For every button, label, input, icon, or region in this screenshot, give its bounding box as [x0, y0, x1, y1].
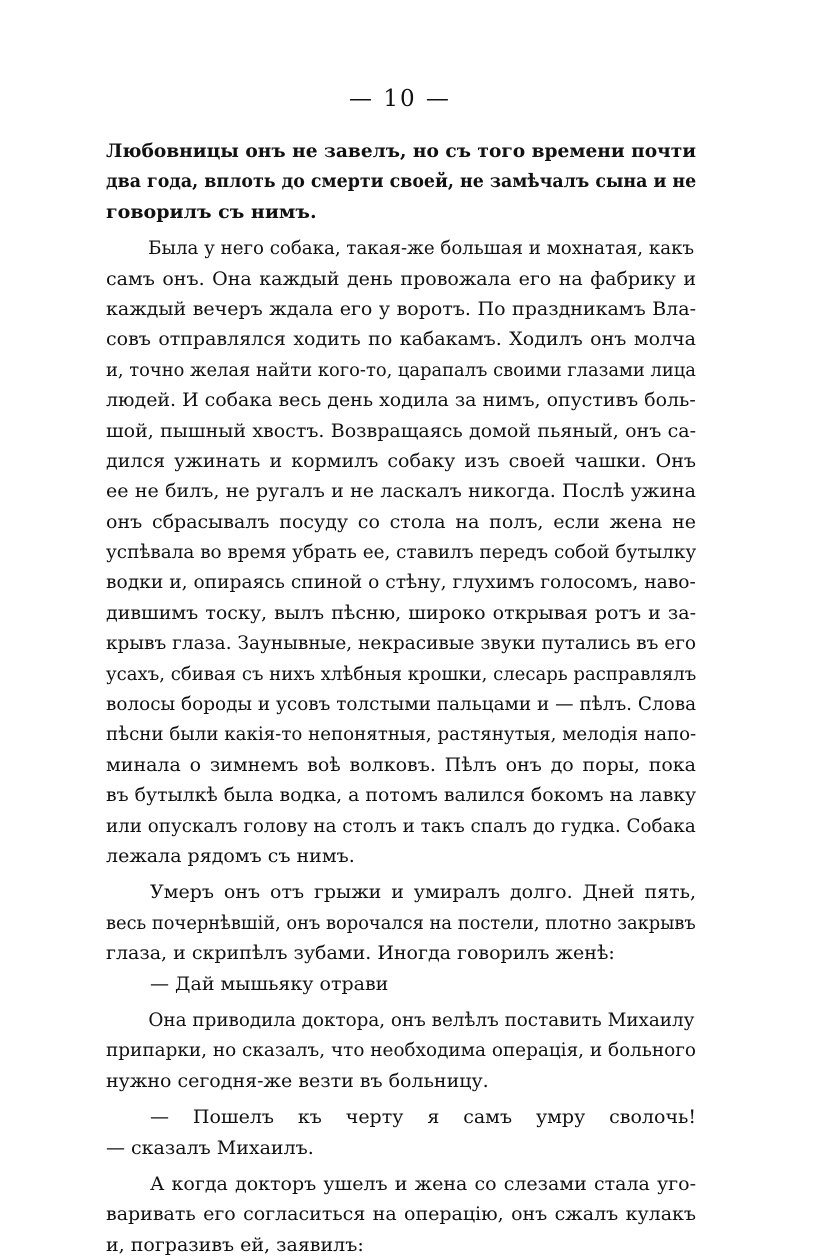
- text-line: шой, пышный хвостъ. Возвращаясь домой пьяный, онъ са-: [106, 419, 696, 442]
- text-line: дившимъ тоску, вылъ пѣсню, широко открывая ротъ и за-: [106, 601, 696, 624]
- page-number: — 10 —: [349, 86, 451, 112]
- text-line: въ бутылкѣ была водка, а потомъ валился бокомъ на лавку: [106, 784, 697, 807]
- text-line: весь почернѣвшій, онъ ворочался на постели, плотно закрывъ: [106, 911, 696, 934]
- text-line: ее не билъ, не ругалъ и не ласкалъ никогда. Послѣ ужина: [106, 480, 696, 503]
- text-line: Была у него собака, такая-же большая и мохнатая, какъ: [148, 237, 695, 260]
- text-line: А когда докторъ ушелъ и жена со слезами стала уго-: [150, 1172, 696, 1195]
- text-line: — Дай мышьяку отрави: [150, 972, 389, 995]
- text-line: — сказалъ Михаилъ.: [106, 1136, 314, 1159]
- text-line: каждый вечеръ ждала его у воротъ. По праздникамъ Вла-: [106, 297, 696, 320]
- text-line: минала о зимнемъ воѣ волковъ. Пѣлъ онъ до поры, пока: [106, 753, 696, 776]
- text-line: варивать его согласиться на операцію, онъ сжалъ кулакъ: [106, 1203, 696, 1226]
- text-line: людей. И собака весь день ходила за нимъ, опустивъ боль-: [106, 389, 696, 412]
- text-line: нужно сегодня-же везти въ больницу.: [106, 1069, 489, 1092]
- text-line: крывъ глаза. Заунывные, некрасивые звуки путались въ его: [106, 632, 697, 655]
- text-line: глаза, и скрипѣлъ зубами. Иногда говорилъ женѣ:: [106, 942, 615, 965]
- text-line: припарки, но сказалъ, что необходима операція, и больного: [106, 1039, 696, 1062]
- text-line: или опускалъ голову на столъ и такъ спалъ до гудка. Собака: [106, 814, 696, 837]
- text-line: лежала рядомъ съ нимъ.: [106, 844, 355, 867]
- body-text: [106, 136, 696, 1260]
- text-line: успѣвала во время убрать ее, ставилъ передъ собой бутылку: [106, 541, 697, 564]
- text-line: и, точно желая найти кого-то, царапалъ своими глазами лица: [106, 358, 696, 381]
- text-line: самъ онъ. Она каждый день провожала его на фабрику и: [106, 267, 696, 290]
- text-line: Умеръ онъ отъ грыжи и умиралъ долго. Дней пять,: [150, 881, 696, 904]
- text-line: пѣсни были какія-то непонятныя, растянутыя, мелодія напо-: [106, 723, 697, 746]
- text-line: водки и, опираясь спиной о стѣну, глухимъ голосомъ, наво-: [106, 571, 696, 594]
- text-line: совъ отправлялся ходить по кабакамъ. Ходилъ онъ молча: [106, 328, 696, 351]
- text-line: и, погразивъ ей, заявилъ:: [106, 1233, 364, 1256]
- text-line: говорилъ съ нимъ.: [106, 200, 317, 223]
- text-line: — Пошелъ къ черту я самъ умру сволочь!: [150, 1106, 696, 1129]
- text-line: Она приводила доктора, онъ велѣлъ поставить Михаилу: [148, 1008, 695, 1031]
- text-line: волосы бороды и усовъ толстыми пальцами и — пѣлъ. Слова: [106, 693, 697, 716]
- text-line: усахъ, сбивая съ нихъ хлѣбныя крошки, слесарь расправлялъ: [106, 662, 697, 685]
- text-line: онъ сбрасывалъ посуду со стола на полъ, если жена не: [106, 510, 696, 533]
- text-line: Любовницы онъ не завелъ, но съ того времени почти: [106, 140, 697, 162]
- text-line: два года, вплоть до смерти своей, не замѣчалъ сына и не: [106, 170, 697, 193]
- text-line: дился ужинать и кормилъ собаку изъ своей чашки. Онъ: [106, 449, 696, 472]
